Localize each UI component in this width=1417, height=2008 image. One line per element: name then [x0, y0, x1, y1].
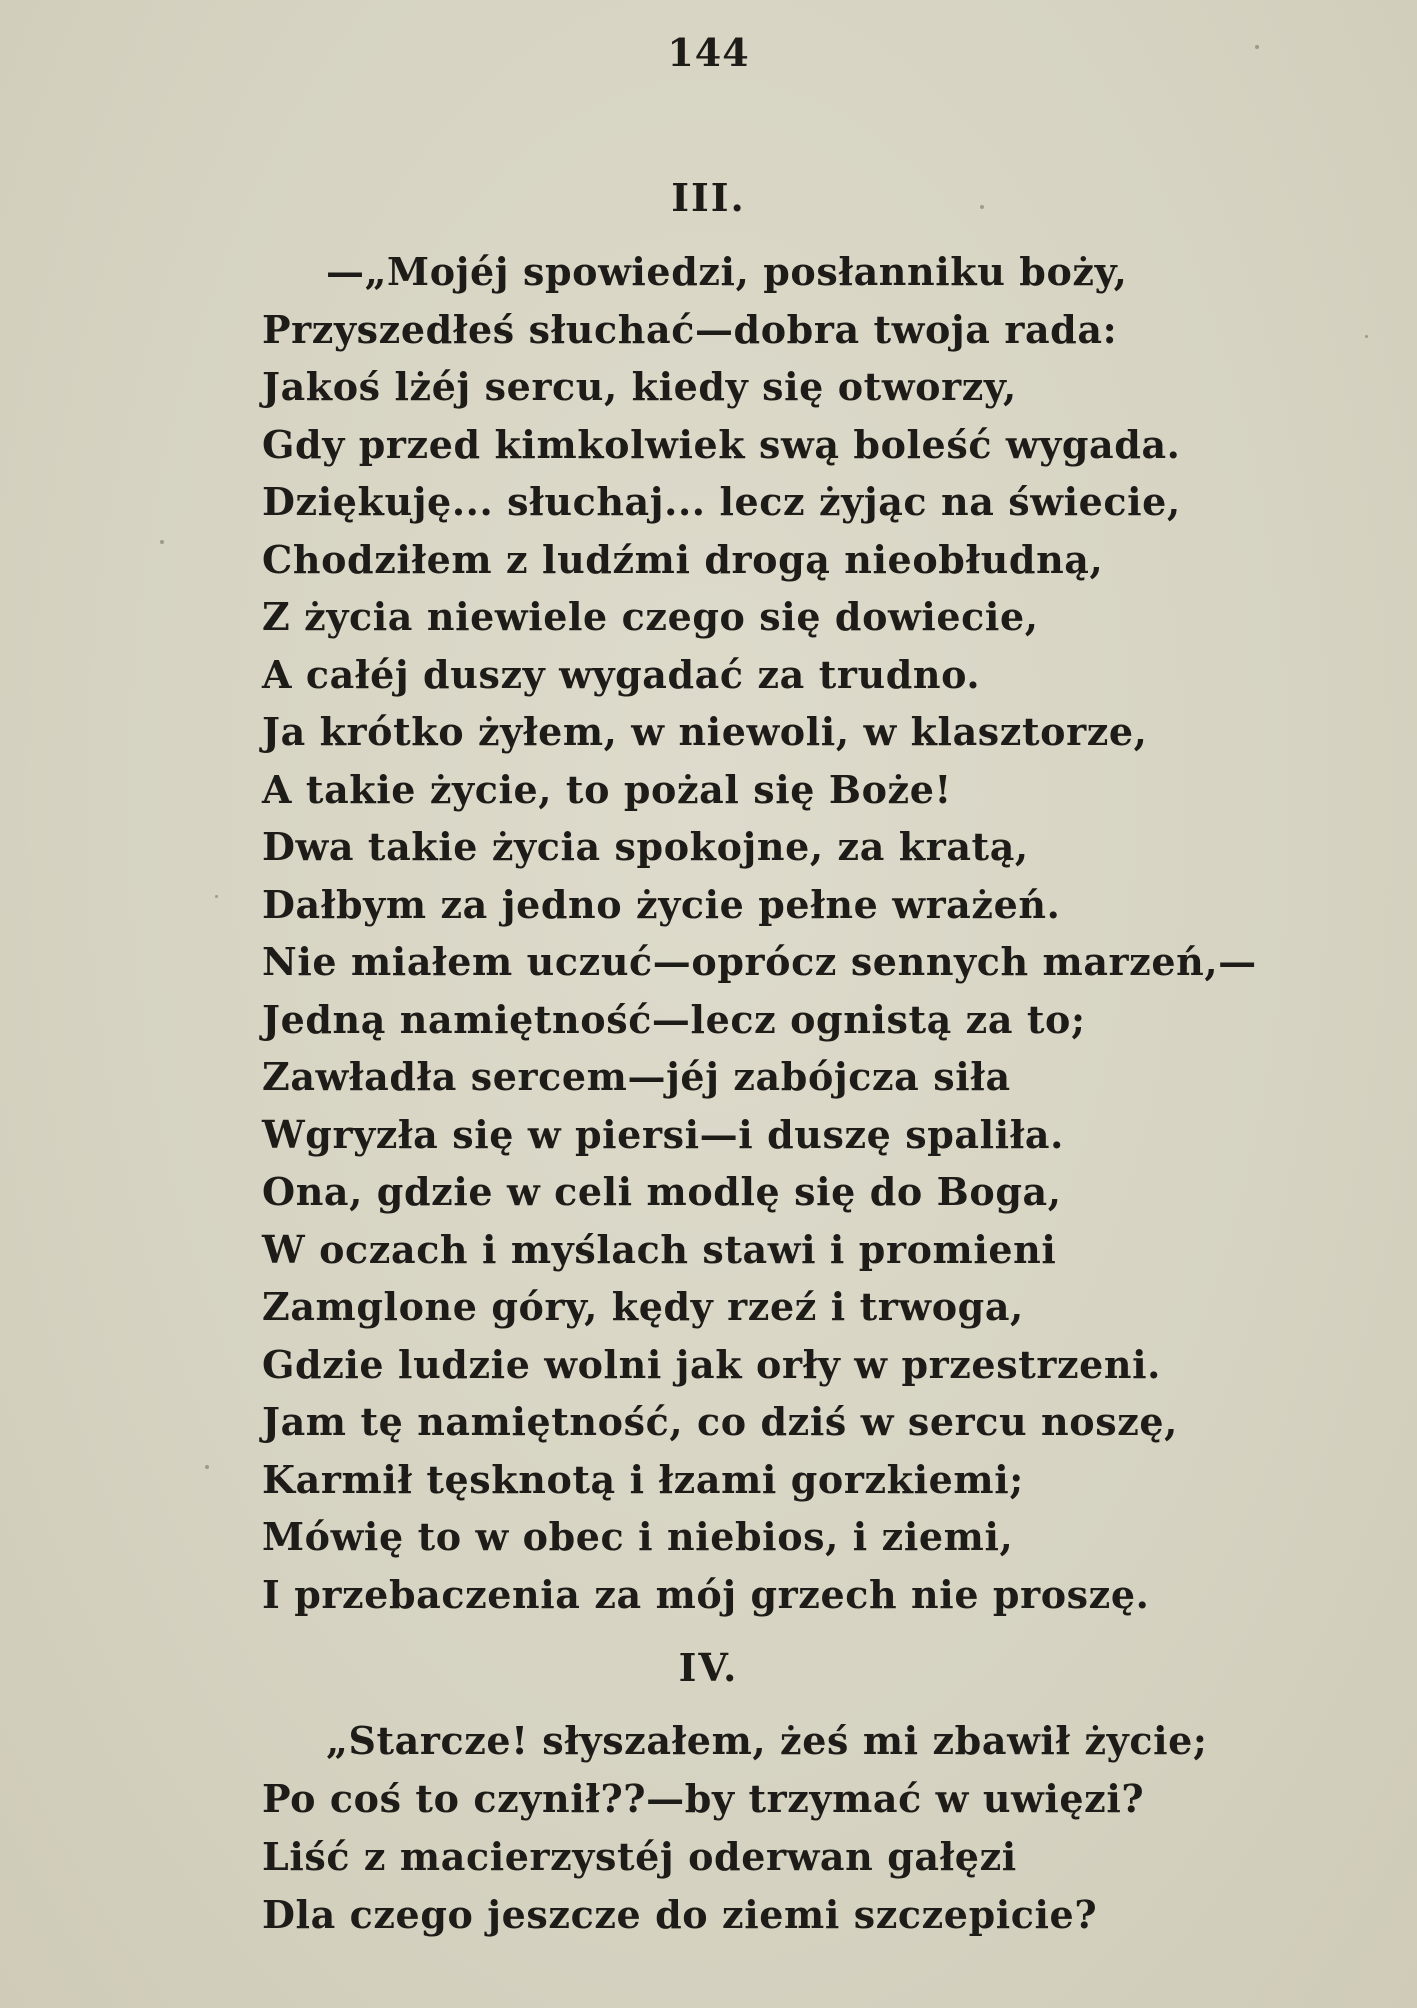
verse-line: Mówię to w obec i niebios, i ziemi,	[262, 1514, 1014, 1559]
verse-line: Zawładła sercem—jéj zabójcza siła	[262, 1054, 1011, 1099]
verse-line: Przyszedłeś słuchać—dobra twoja rada:	[262, 306, 1118, 352]
verse-line: Jakoś lżéj sercu, kiedy się otworzy,	[262, 364, 1017, 409]
verse-line: Karmił tęsknotą i łzami gorzkiemi;	[262, 1456, 1024, 1502]
verse-line: Chodziłem z ludźmi drogą nieobłudną,	[262, 536, 1104, 582]
verse-section-iv	[262, 1712, 1342, 1944]
verse-line: Po coś to czynił??—by trzymać w uwięzi?	[262, 1776, 1145, 1821]
verse-line: W oczach i myślach stawi i promieni	[262, 1226, 1057, 1272]
verse-line: —„Mojéj spowiedzi, posłanniku boży,	[326, 249, 1128, 294]
section-heading-iv: IV.	[678, 1645, 739, 1690]
verse-line: Jedną namiętność—lecz ognistą za to;	[262, 996, 1086, 1042]
verse-line: Dałbym za jedno życie pełne wrażeń.	[262, 881, 1061, 927]
verse-line: Gdy przed kimkolwiek swą boleść wygada.	[262, 421, 1181, 467]
verse-line: Nie miałem uczuć—oprócz sennych marzeń,—	[262, 939, 1257, 984]
verse-line: Jam tę namiętność, co dziś w sercu noszę,	[262, 1399, 1178, 1444]
verse-line: Dziękuję... słuchaj... lecz żyjąc na świecie,	[262, 479, 1181, 524]
verse-line: A takie życie, to pożal się Boże!	[262, 766, 952, 812]
verse-line: I przebaczenia za mój grzech nie proszę.	[262, 1571, 1150, 1617]
paper-speck	[1365, 335, 1368, 338]
paper-speck	[215, 895, 218, 898]
verse-line: Zamglone góry, kędy rzeź i trwoga,	[262, 1284, 1024, 1329]
verse-line: Wgryzła się w piersi—i duszę spaliła.	[262, 1111, 1064, 1157]
verse-line: Gdzie ludzie wolni jak orły w przestrzeni.	[262, 1341, 1162, 1387]
paper-speck	[160, 540, 164, 544]
verse-section-iii	[262, 243, 1342, 1623]
paper-speck	[980, 205, 984, 209]
verse-line: Z życia niewiele czego się dowiecie,	[262, 594, 1039, 639]
paper-speck	[1255, 45, 1259, 49]
verse-line: Ja krótko żyłem, w niewoli, w klasztorze,	[262, 709, 1148, 754]
verse-line: „Starcze! słyszałem, żeś mi zbawił życie;	[326, 1718, 1208, 1763]
paper-speck	[205, 1465, 209, 1469]
section-heading-iii: III.	[671, 175, 746, 220]
verse-line: Dla czego jeszcze do ziemi szczepicie?	[262, 1892, 1098, 1937]
verse-line: Dwa takie życia spokojne, za kratą,	[262, 824, 1029, 869]
verse-line: A całéj duszy wygadać za trudno.	[262, 651, 981, 697]
verse-line: Liść z macierzystéj oderwan gałęzi	[262, 1834, 1017, 1879]
verse-line: Ona, gdzie w celi modlę się do Boga,	[262, 1169, 1062, 1214]
page-number: 144	[667, 30, 750, 75]
